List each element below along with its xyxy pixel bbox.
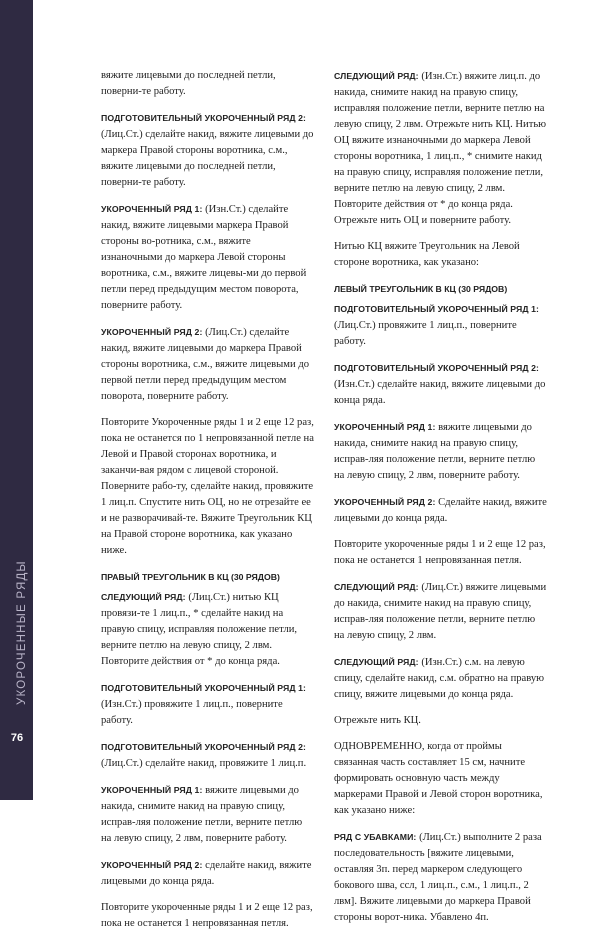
chapter-title: УКОРОЧЕННЫЕ РЯДЫ [16, 560, 28, 705]
row-label: УКОРОЧЕННЫЙ РЯД 1: [101, 204, 203, 214]
row-label: СЛЕДУЮЩИЙ РЯД: [334, 657, 419, 667]
instruction-paragraph [334, 829, 547, 926]
paragraph: ОДНОВРЕМЕННО, когда от проймы связанная часть составляет 15 см, начните формировать основную часть между маркерами Правой и Левой сторон воротника, как указано ниже: [334, 741, 543, 816]
paragraph: Повторите укороченные ряды 1 и 2 еще 12 раз, пока не останется 1 непровязанная петля. [101, 902, 313, 929]
section-heading: ПРАВЫЙ ТРЕУГОЛЬНИК В КЦ (30 РЯДОВ) [101, 572, 280, 582]
instruction-paragraph [101, 324, 314, 405]
instruction-paragraph [101, 201, 314, 314]
row-label: СЛЕДУЮЩИЙ РЯД: [101, 592, 186, 602]
row-label: ПОДГОТОВИТЕЛЬНЫЙ УКОРОЧЕННЫЙ РЯД 1: [101, 683, 307, 693]
instruction-paragraph [334, 494, 547, 527]
row-label: УКОРОЧЕННЫЙ РЯД 1: [334, 422, 436, 432]
page-number: 76 [10, 732, 24, 744]
instruction-paragraph [101, 589, 314, 670]
instruction-text: (Изн.Ст.) сделайте накид, вяжите лицевыми маркера Правой стороны во-ротника, с.м., вяжите изнаночными до маркера Левой стороны воротника, с.м., вяжите лицевы-ми до первой петли перед предыдущим местом поворота, поверните работу. [101, 204, 307, 311]
row-label: УКОРОЧЕННЫЙ РЯД 2: [334, 497, 436, 507]
instruction-paragraph [334, 419, 547, 484]
instruction-paragraph [334, 654, 547, 703]
row-label: УКОРОЧЕННЫЙ РЯД 1: [101, 785, 203, 795]
row-label: УКОРОЧЕННЫЙ РЯД 2: [101, 860, 203, 870]
instruction-paragraph [334, 68, 547, 229]
row-label: ПОДГОТОВИТЕЛЬНЫЙ УКОРОЧЕННЫЙ РЯД 2: [334, 363, 540, 373]
instruction-paragraph [101, 782, 314, 847]
instruction-text: (Изн.Ст.) провяжите 1 лиц.п., поверните работу. [101, 699, 283, 726]
row-label: СЛЕДУЮЩИЙ РЯД: [334, 71, 419, 81]
instruction-paragraph [334, 360, 547, 409]
instruction-paragraph [101, 739, 314, 772]
instruction-text: (Лиц.Ст.) сделайте накид, провяжите 1 лиц.п. [101, 758, 307, 769]
row-label: ПОДГОТОВИТЕЛЬНЫЙ УКОРОЧЕННЫЙ РЯД 1: [334, 304, 540, 314]
instruction-paragraph [101, 110, 314, 191]
instruction-text: (Лиц.Ст.) сделайте накид, вяжите лицевыми до маркера Правой стороны воротника, с.м., вяжите лицевыми до первой петли перед предыдущим местом поворота, поверните работу. [101, 327, 310, 402]
instruction-paragraph [101, 857, 314, 890]
sidebar [0, 0, 33, 800]
instruction-text: сделайте накид, вяжите лицевыми до конца ряда. [101, 860, 312, 887]
paragraph: Повторите Укороченные ряды 1 и 2 еще 12 раз, пока не останется по 1 непровязанной петле на Левой и Правой сторонах воротника, и заканчи-вая рядом с лицевой стороной. Поверните рабо-ту, сделайте накид, провяжите 1 лиц.п. Спустите нить ОЦ, но не отрезайте ее и не разворачивай-те. Вяжите Треугольник КЦ на Правой стороне воротника, как указано ниже. [101, 417, 314, 556]
row-label: РЯД С УБАВКАМИ: [334, 832, 417, 842]
instruction-text: (Изн.Ст.) сделайте накид, вяжите лицевыми до конца ряда. [334, 379, 546, 406]
right-column [334, 68, 547, 936]
instruction-text: вяжите лицевыми до накида, снимите накид на правую спицу, исправ-ляя положение петли, верните петлю на левую спицу, 2 лвм, поверните работу. [334, 422, 536, 481]
row-label: УКОРОЧЕННЫЙ РЯД 2: [101, 327, 203, 337]
instruction-paragraph [101, 680, 314, 729]
instruction-paragraph [334, 579, 547, 644]
row-label: ПОДГОТОВИТЕЛЬНЫЙ УКОРОЧЕННЫЙ РЯД 2: [101, 742, 307, 752]
row-label: ПОДГОТОВИТЕЛЬНЫЙ УКОРОЧЕННЫЙ РЯД 2: [101, 113, 307, 123]
instruction-text: (Лиц.Ст.) провяжите 1 лиц.п., поверните работу. [334, 320, 517, 347]
instruction-paragraph [334, 301, 547, 350]
paragraph: вяжите лицевыми до последней петли, поверни-те работу. [101, 70, 276, 97]
paragraph: Отрежьте нить КЦ. [334, 715, 421, 726]
instruction-text: (Изн.Ст.) с.м. на левую спицу, сделайте накид, с.м. обратно на правую спицу, вяжите лицевыми до конца ряда. [334, 657, 545, 700]
instruction-text: Сделайте накид, вяжите лицевыми до конца ряда. [334, 497, 547, 524]
instruction-text: (Лиц.Ст.) выполните 2 раза последовательность [вяжите лицевыми, оставляя 3п. перед маркером следующего бокового шва, сcл, 1 лиц.п., с.м., 1 лиц.п., 2 лвм]. Вяжите лицевыми до маркера Правой стороны ворот-ника. Убавлено 4п. [334, 832, 542, 923]
instruction-text: (Лиц.Ст.) нитью КЦ провязи-те 1 лиц.п., * сделайте накид на правую спицу, исправляя положение петли, верните петлю на левую спицу, 2 лвм. Повторите действия от * до конца ряда. [101, 592, 298, 667]
row-label: СЛЕДУЮЩИЙ РЯД: [334, 582, 419, 592]
instruction-text: (Лиц.Ст.) сделайте накид, вяжите лицевыми до маркера Правой стороны воротника, с.м., вяжите лицевыми до последней петли, поверни-те работу. [101, 129, 314, 188]
instruction-text: вяжите лицевыми до накида, снимите накид на правую спицу, исправ-ляя положение петли, верните петлю на левую спицу, 2 лвм, поверните работу. [101, 785, 303, 844]
left-column [101, 68, 314, 942]
instruction-text: (Лиц.Ст.) вяжите лицевыми до накида, снимите накид на правую спицу, исправ-ляя положение петли, верните петлю на левую спицу, 2 лвм. [334, 582, 547, 641]
paragraph: Повторите укороченные ряды 1 и 2 еще 12 раз, пока не останется 1 непровязанная петля. [334, 539, 546, 566]
instruction-text: (Изн.Ст.) вяжите лиц.п. до накида, снимите накид на правую спицу, исправляя положение петли, верните петлю на левую спицу, 2 лвм. Отрежьте нить КЦ. Нитью ОЦ вяжите изнаночными до маркера Левой стороны воротника, 1 лиц.п., * снимите накид на правую спицу, исправляя положение петли, верните петлю на левую спицу, 2 лвм. Повторите действия от * до конца ряда. Отрежьте нить ОЦ и поверните работу. [334, 71, 547, 226]
paragraph: Нитью КЦ вяжите Треугольник на Левой стороне воротника, как указано: [334, 241, 520, 268]
section-heading: ЛЕВЫЙ ТРЕУГОЛЬНИК В КЦ (30 РЯДОВ) [334, 284, 508, 294]
